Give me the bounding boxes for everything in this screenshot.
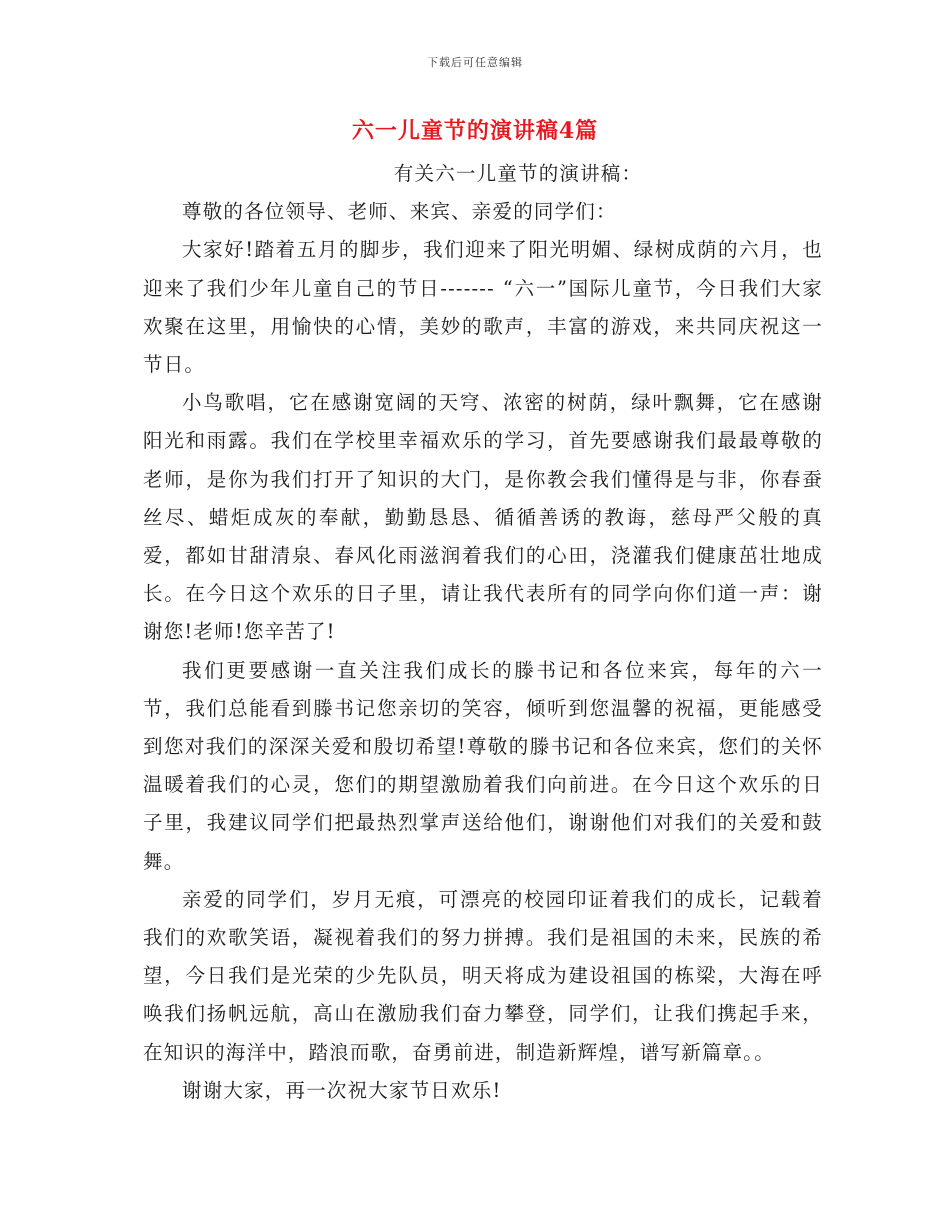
paragraph-thank-teachers: 小鸟歌唱，它在感谢宽阔的天穹、浓密的树荫，绿叶飘舞，它在感谢阳光和雨露。我们在学校里幸福欢乐的学习，首先要感谢我们最最尊敬的老师，是你为我们打开了知识的大门，是你教会我们懂得是与非，你春蚕丝尽、蜡炬成灰的奉献，勤勤恳恳、循循善诱的教诲，慈母严父般的真爱，都如甘甜清泉、春风化雨滋润着我们的心田，浇灌我们健康茁壮地成长。在今日这个欢乐的日子里，请让我代表所有的同学向你们道一声：谢谢您!老师!您辛苦了! (143, 391, 823, 644)
document-title: 六一儿童节的演讲稿4篇 (351, 118, 599, 144)
document-subtitle: 有关六一儿童节的演讲稿： (393, 162, 643, 185)
paragraph-salutation: 尊敬的各位领导、老师、来宾、亲爱的同学们： (182, 200, 617, 224)
paragraph-closing: 谢谢大家，再一次祝大家节日欢乐! (182, 1078, 502, 1102)
paragraph-thank-guests: 我们更要感谢一直关注我们成长的滕书记和各位来宾，每年的六一节，我们总能看到滕书记您亲切的笑容，倾听到您温馨的祝福，更能感受到您对我们的深深关爱和殷切希望!尊敬的滕书记和各位来宾，您们的关怀温暖着我们的心灵，您们的期望激励着我们向前进。在今日这个欢乐的日子里，我建议同学们把最热烈掌声送给他们，谢谢他们对我们的关爱和鼓舞。 (143, 658, 823, 873)
header-note: 下载后可任意编辑 (427, 56, 523, 69)
paragraph-greeting: 大家好!踏着五月的脚步，我们迎来了阳光明媚、绿树成荫的六月，也迎来了我们少年儿童自己的节日------- “六一”国际儿童节，今日我们大家欢聚在这里，用愉快的心情，美妙的歌声，丰富的游戏，来共同庆祝这一节日。 (143, 238, 823, 377)
paragraph-call-to-action: 亲爱的同学们，岁月无痕，可漂亮的校园印证着我们的成长，记载着我们的欢歌笑语，凝视着我们的努力拼搏。我们是祖国的未来，民族的希望，今日我们是光荣的少先队员，明天将成为建设祖国的栋梁，大海在呼唤我们扬帆远航，高山在激励我们奋力攀登，同学们，让我们携起手来，在知识的海洋中，踏浪而歌，奋勇前进，制造新辉煌，谱写新篇章。。 (143, 887, 823, 1064)
document-body (143, 155, 823, 1110)
